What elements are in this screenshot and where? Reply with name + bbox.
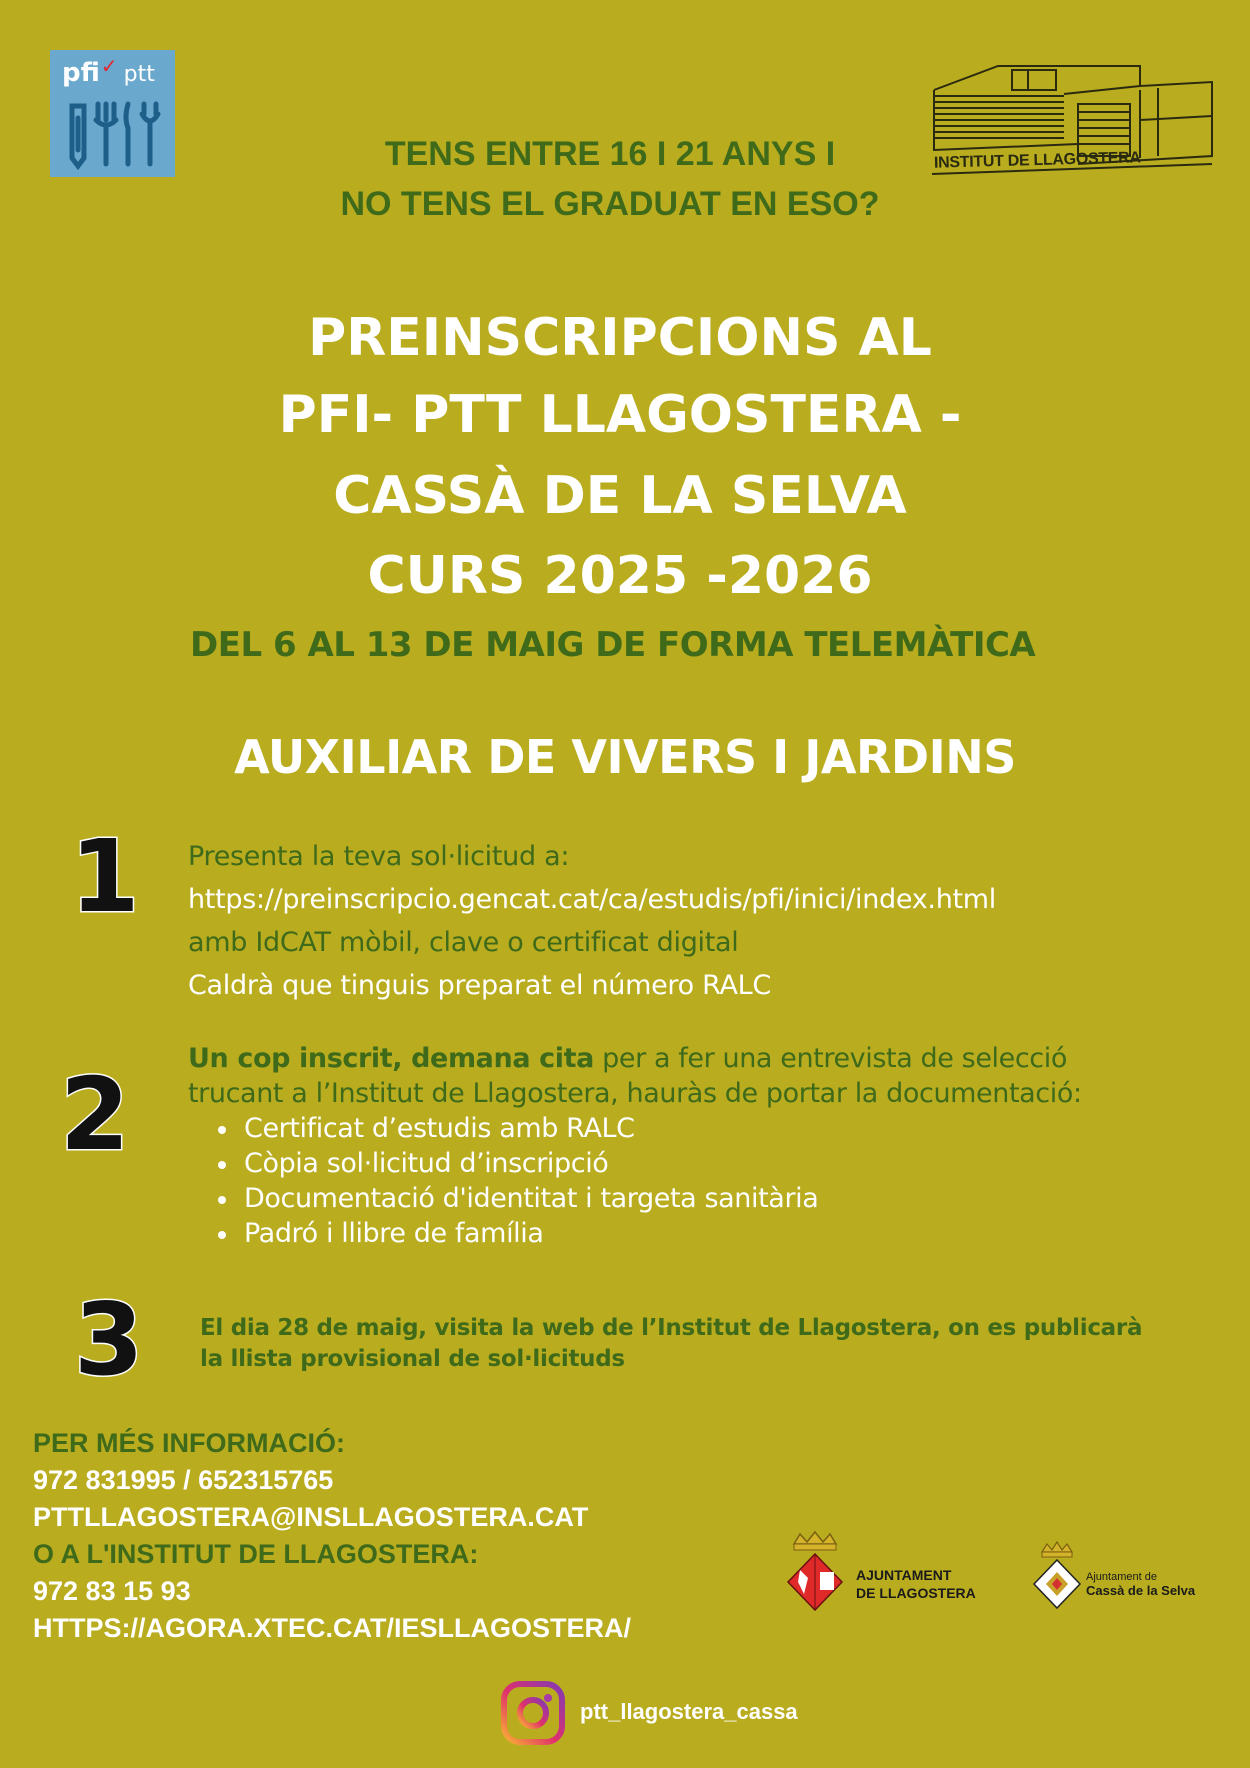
info-web-link[interactable]: HTTPS://AGORA.XTEC.CAT/IESLLAGOSTERA/: [33, 1613, 632, 1643]
info-heading-2: O A L'INSTITUT DE LLAGOSTERA:: [33, 1539, 479, 1569]
step-1-text: [188, 835, 996, 1007]
step-2-rest-text: per a fer una entrevista de selecció: [593, 1043, 1067, 1074]
instagram-icon[interactable]: [500, 1680, 566, 1746]
list-item: Documentació d'identitat i targeta sanitària: [244, 1181, 1082, 1216]
title-line-2: PFI- PTT LLAGOSTERA -: [278, 385, 962, 445]
question-line-2: NO TENS EL GRADUAT EN ESO?: [340, 185, 880, 223]
step-1-line-4: Caldrà que tinguis preparat el número RALC: [188, 970, 771, 1001]
contact-info: [33, 1425, 631, 1647]
list-item: Còpia sol·licitud d’inscripció: [244, 1146, 1082, 1181]
step-1-url-link[interactable]: https://preinscripcio.gencat.cat/ca/estudis/pfi/inici/index.html: [188, 884, 996, 915]
coat-of-arms-icon: [1030, 1540, 1084, 1616]
step-2-line-2: trucant a l’Institut de Llagostera, hauràs de portar la documentació:: [188, 1078, 1082, 1109]
step-1-line-1: Presenta la teva sol·licitud a:: [188, 841, 570, 872]
ajuntament-cassa-line-1: Ajuntament de: [1086, 1571, 1157, 1583]
ajuntament-cassa-logo: [1030, 1540, 1240, 1620]
step-1-number: 1: [70, 818, 140, 935]
course-name: AUXILIAR DE VIVERS I JARDINS: [234, 730, 1016, 784]
instagram-handle[interactable]: ptt_llagostera_cassa: [580, 1699, 798, 1724]
title-line-3: CASSÀ DE LA SELVA: [333, 466, 907, 526]
info-phones[interactable]: 972 831995 / 652315765: [33, 1465, 334, 1495]
pfi-logo-text: pfi: [62, 58, 100, 88]
step-1-line-3: amb IdCAT mòbil, clave o certificat digital: [188, 927, 739, 958]
documents-list: [188, 1111, 1082, 1251]
title-line-1: PREINSCRIPCIONS AL: [308, 308, 932, 368]
step-2-bold-text: Un cop inscrit, demana cita: [188, 1043, 594, 1074]
list-item: Padró i llibre de família: [244, 1216, 1082, 1251]
ajuntament-llagostera-line-1: AJUNTAMENT: [856, 1567, 952, 1583]
info-heading: PER MÉS INFORMACIÓ:: [33, 1428, 346, 1458]
step-3-number: 3: [74, 1281, 144, 1398]
step-3-line-1: El dia 28 de maig, visita la web de l’Institut de Llagostera, on es publicarà: [200, 1315, 1143, 1341]
institut-logo-text: INSTITUT DE LLAGOSTERA: [933, 149, 1141, 172]
question-line-1: TENS ENTRE 16 I 21 ANYS I: [384, 135, 836, 173]
step-2-number: 2: [60, 1056, 130, 1173]
title-line-4: CURS 2025 -2026: [367, 546, 873, 606]
ajuntament-llagostera-logo: [780, 1530, 980, 1620]
ajuntament-cassa-line-2: Cassà de la Selva: [1086, 1583, 1196, 1598]
ptt-logo-text: ptt: [123, 62, 155, 87]
info-email-link[interactable]: PTTLLAGOSTERA@INSLLAGOSTERA.CAT: [33, 1502, 589, 1532]
info-phone-2[interactable]: 972 83 15 93: [33, 1576, 191, 1606]
step-2-text: [188, 1041, 1082, 1251]
coat-of-arms-icon: [780, 1530, 850, 1620]
list-item: Certificat d’estudis amb RALC: [244, 1111, 1082, 1146]
ajuntament-llagostera-line-2: DE LLAGOSTERA: [856, 1585, 976, 1601]
step-3-line-2: la llista provisional de sol·licituds: [200, 1346, 625, 1372]
step-3-text: [200, 1313, 1142, 1375]
check-icon: ✓: [100, 54, 118, 78]
registration-dates: DEL 6 AL 13 DE MAIG DE FORMA TELEMÀTICA: [190, 625, 1036, 665]
